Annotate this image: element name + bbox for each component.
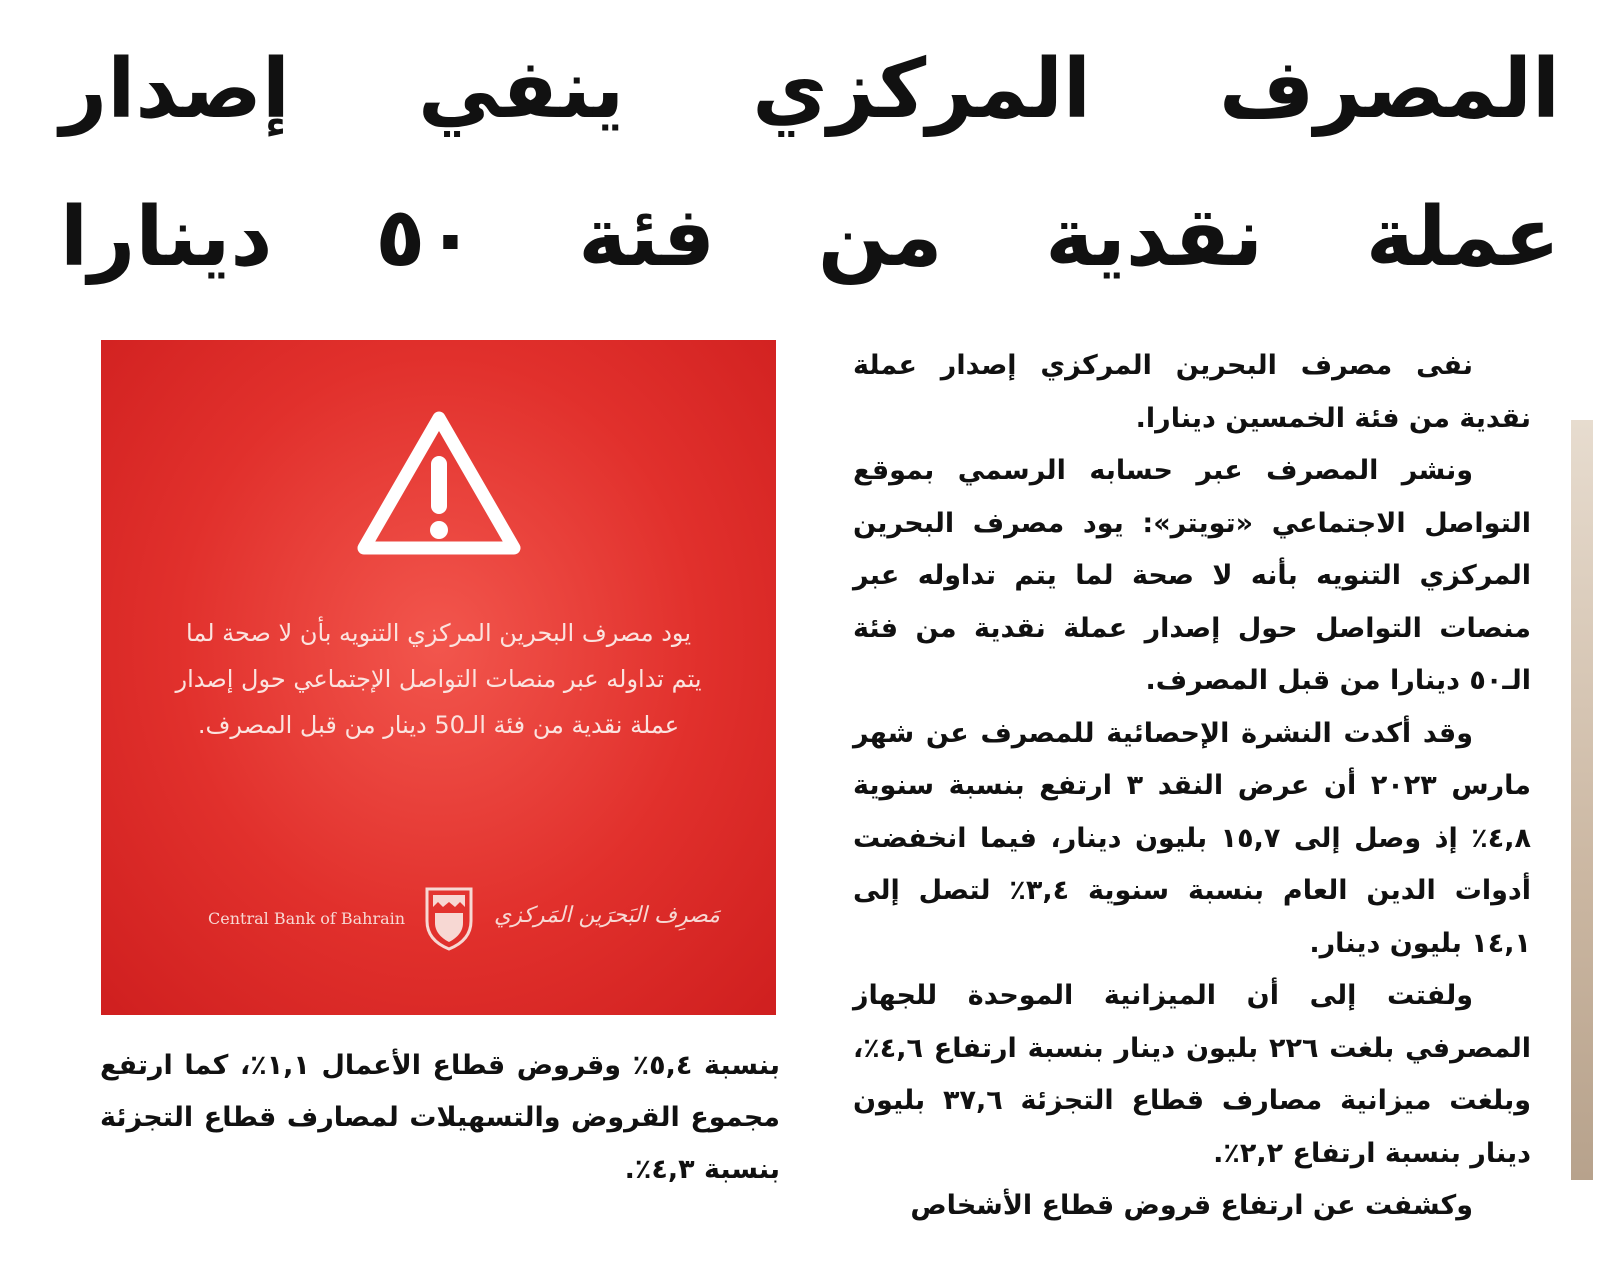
bahrain-crest-icon — [423, 885, 475, 951]
announcement-text: يود مصرف البحرين المركزي التنويه بأن لا صحة لما يتم تداوله عبر منصات التواصل الإجتماعي حول إصدار عملة نقدية من فئة الـ50 دينار من قبل المصرف. — [175, 619, 702, 739]
article-paragraph: وقد أكدت النشرة الإحصائية للمصرف عن شهر مارس ٢٠٢٣ أن عرض النقد ٣ ارتفع بنسبة سنوية ٤,٨٪ إذ وصل إلى ١٥,٧ بليون دينار، فيما انخفضت أدوات الدين العام بنسبة سنوية ٣,٤٪ لتصل إلى ١٤,١ بليون دينار. — [853, 717, 1532, 959]
article-left-column — [100, 1040, 780, 1196]
article-paragraph: بنسبة ٥,٤٪ وقروض قطاع الأعمال ١,١٪، كما ارتفع مجموع القروض والتسهيلات لمصارف قطاع التجزئة بنسبة ٤,٣٪. — [100, 1050, 780, 1185]
announcement-image — [101, 340, 776, 1015]
article-paragraph: وكشفت عن ارتفاع قروض قطاع الأشخاص — [910, 1190, 1473, 1221]
article-paragraph: ونشر المصرف عبر حسابه الرسمي بموقع التواصل الاجتماعي «تويتر»: يود مصرف البحرين المركزي التنويه بأنه لا صحة لما يتم تداوله عبر منصات التواصل حول إصدار عملة نقدية من فئة الـ٥٠ دينارا من قبل المصرف. — [853, 455, 1531, 696]
article-right-column — [853, 340, 1531, 1233]
logo-english-name: Central Bank of Bahrain — [208, 909, 406, 928]
cbb-logo — [101, 875, 776, 965]
warning-triangle-icon — [354, 408, 524, 560]
article-paragraph: نفى مصرف البحرين المركزي إصدار عملة نقدية من فئة الخمسين دينارا. — [853, 350, 1531, 434]
logo-arabic-name: مَصرِف البَحرَين المَركزي — [494, 903, 720, 928]
headline-line-2: عملة نقدية من فئة ٥٠ دينارا — [60, 190, 1561, 285]
article-paragraph: ولفتت إلى أن الميزانية الموحدة للجهاز المصرفي بلغت ٢٢٦ بليون دينار بنسبة ارتفاع ٤,٦٪، وبلغت ميزانية مصارف قطاع التجزئة ٣٧,٦ بليون دينار بنسبة ارتفاع ٢,٢٪. — [853, 980, 1531, 1169]
page-edge-strip — [1571, 420, 1593, 1180]
headline-line-1: المصرف المركزي ينفي إصدار — [60, 42, 1560, 137]
